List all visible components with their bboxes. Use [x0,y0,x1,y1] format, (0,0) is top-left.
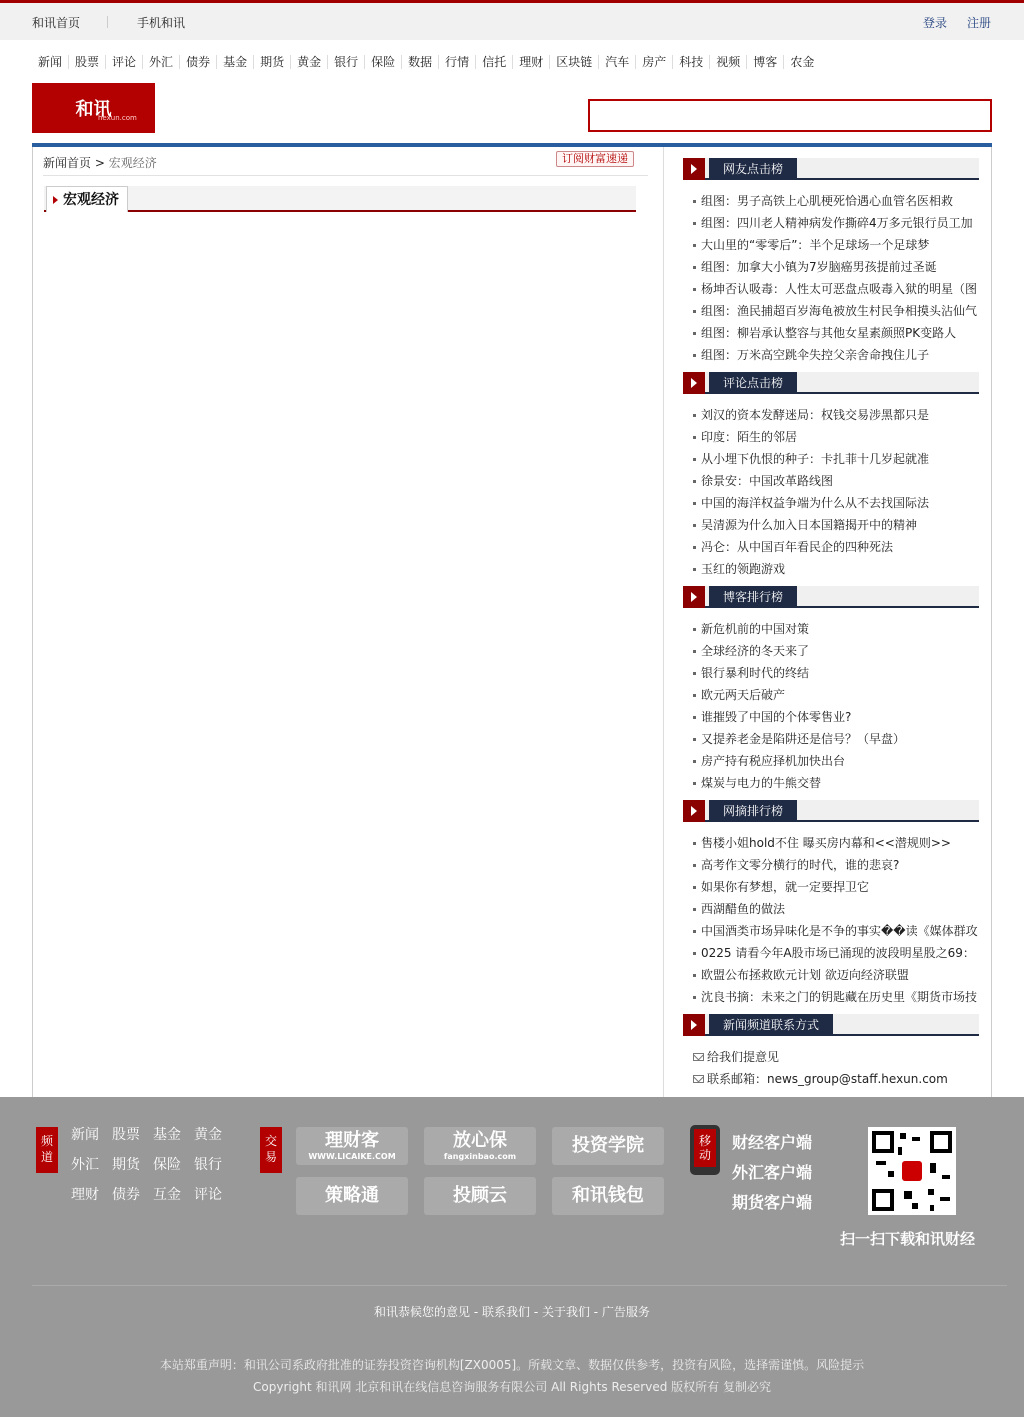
list-item[interactable]: 沈良书摘：未来之门的钥匙藏在历史里《期货市场技 [683,986,979,1008]
list-item[interactable]: 售楼小姐hold不住 曝买房内幕和<<潜规则>> [683,832,979,854]
nav-item[interactable]: 评论 [105,55,142,69]
copyright: Copyright 和讯网 北京和讯在线信息咨询服务有限公司 All Rights Reserved 版权所有 复制必究 [253,1380,771,1394]
comment-rank-box [683,372,979,580]
list-item[interactable]: 冯仑：从中国百年看民企的四种死法 [683,536,979,558]
nav-item[interactable]: 科技 [672,55,709,69]
nav-item[interactable]: 视频 [709,55,746,69]
section-tab[interactable] [46,186,128,212]
section-header [44,186,636,212]
brand-button[interactable] [424,1127,536,1165]
list-item[interactable]: 0225 请看今年A股市场已涌现的波段明星股之69： [683,942,979,964]
footer-channel-link[interactable]: 新闻 [71,1127,99,1143]
brand-button[interactable] [552,1127,664,1165]
footer-channel-link[interactable]: 外汇 [71,1157,99,1173]
nav-item[interactable]: 银行 [327,55,364,69]
section-title: 宏观经济 [63,192,119,208]
mobile-client-link[interactable]: 外汇客户端 [732,1163,813,1182]
comment-rank-header [683,372,979,394]
breadcrumb-separator: > [94,156,105,170]
arrow-right-icon [683,800,705,822]
trade-tag: 交易 [260,1127,282,1173]
nav-item[interactable]: 基金 [216,55,253,69]
brand-name: 理财客 [325,1130,379,1151]
home-link[interactable]: 和讯首页 [32,16,81,30]
mobile-tag [690,1125,720,1175]
divider [107,16,108,28]
footer-channel-link[interactable]: 评论 [194,1187,222,1203]
nav-item[interactable]: 行情 [438,55,475,69]
brand-button[interactable] [296,1127,408,1165]
list-item[interactable]: 中国的海洋权益争端为什么从不去找国际法 [683,492,979,514]
mobile-link[interactable]: 手机和讯 [137,16,186,30]
list-item[interactable]: 玉红的领跑游戏 [683,558,979,580]
column-divider [663,147,664,1097]
list-item[interactable]: 房产持有税应择机加快出台 [683,750,979,772]
footer-channel-link[interactable]: 股票 [112,1127,140,1143]
qr-caption: 扫一扫下载和讯财经 [840,1230,976,1248]
mobile-client-link[interactable]: 期货客户端 [732,1193,813,1212]
list-item[interactable]: 组图：加拿大小镇为7岁脑癌男孩提前过圣诞 [683,256,979,278]
qr-code-icon [868,1127,956,1215]
breadcrumb [43,154,157,171]
breadcrumb-divider [43,175,648,176]
list-item[interactable]: 组图：四川老人精神病发作撕碎4万多元银行员工加 [683,212,979,234]
search-input[interactable] [588,99,992,132]
breadcrumb-current: 宏观经济 [108,156,157,170]
list-item[interactable]: 从小埋下仇恨的种子：卡扎菲十几岁起就准 [683,448,979,470]
arrow-right-icon [53,196,58,204]
nav-item[interactable]: 数据 [401,55,438,69]
brand-name: 投资学院 [572,1135,644,1156]
list-item[interactable]: 新危机前的中国对策 [683,618,979,640]
brand-name: 和讯钱包 [572,1185,644,1206]
brand-sub: fangxinbao.com [443,1152,517,1161]
list-item[interactable]: 高考作文零分横行的时代，谁的悲哀? [683,854,979,876]
brand-button[interactable] [552,1177,664,1215]
suggest-link[interactable] [683,1046,979,1068]
footer-channel-link[interactable]: 债券 [112,1187,140,1203]
list-item[interactable]: 组图：男子高铁上心肌梗死恰遇心血管名医相救 [683,190,979,212]
footer-channel-link[interactable]: 基金 [153,1127,181,1143]
nav-item[interactable]: 黄金 [290,55,327,69]
hexun-logo[interactable] [32,83,155,133]
contact-box [683,1014,979,1090]
disclaimer: 本站郑重声明：和讯公司系政府批准的证券投资咨询机构[ZX0005]。所载文章、数据仅供参考，投资有风险，选择需谨慎。风险提示 [159,1358,865,1372]
digest-rank-header [683,800,979,822]
list-item[interactable]: 组图：柳岩承认整容与其他女星素颜照PK变路人 [683,322,979,344]
nav-item[interactable]: 理财 [512,55,549,69]
comment-rank-title: 评论点击榜 [709,372,797,394]
nav-item[interactable]: 区块链 [549,55,598,69]
logo-text: 和讯 [75,99,112,120]
footer-channel-link[interactable]: 黄金 [194,1127,222,1143]
suggest-label: 给我们提意见 [707,1050,780,1064]
arrow-right-icon [683,158,705,180]
footer-channel-grid [71,1127,235,1204]
nav-item[interactable]: 农金 [783,55,820,69]
nav-item[interactable]: 博客 [746,55,783,69]
list-item[interactable]: 大山里的“零零后”：半个足球场一个足球梦 [683,234,979,256]
arrow-right-icon [683,1014,705,1036]
blog-rank-title: 博客排行榜 [709,586,797,608]
register-link[interactable]: 注册 [967,16,992,30]
list-item[interactable]: 欧盟公布拯救欧元计划 欲迈向经济联盟 [683,964,979,986]
brand-name: 投顾云 [453,1185,507,1206]
channel-tag: 频道 [36,1127,58,1173]
brand-name: 策略通 [325,1185,379,1206]
footer-channel-link[interactable]: 互金 [153,1187,181,1203]
email-label: 联系邮箱：news_group@staff.hexun.com [707,1072,948,1086]
nav-item[interactable]: 债券 [179,55,216,69]
contact-title: 新闻频道联系方式 [709,1014,833,1036]
list-item[interactable]: 又提养老金是陷阱还是信号？（早盘） [683,728,979,750]
list-item[interactable]: 中国酒类市场异味化是不争的事实��读《媒体群攻 [683,920,979,942]
list-item[interactable]: 银行暴利时代的终结 [683,662,979,684]
subscribe-button[interactable]: 订阅财富速递 [556,151,634,167]
arrow-right-icon [683,372,705,394]
list-item[interactable]: 吴清源为什么加入日本国籍揭开中的精神 [683,514,979,536]
mobile-tag-label: 移动 [694,1129,716,1167]
brand-sub: WWW.LICAIKE.COM [308,1152,396,1161]
top-bar [0,0,1024,40]
nav-item[interactable]: 期货 [253,55,290,69]
mail-icon [693,1053,704,1061]
list-item[interactable]: 煤炭与电力的牛熊交替 [683,772,979,794]
nav-item[interactable]: 新闻 [38,55,63,69]
digest-rank-box [683,800,979,1008]
blog-rank-header [683,586,979,608]
login-link[interactable]: 登录 [923,16,948,30]
logo-subtext: hexun.com [98,114,137,122]
brand-name: 放心保 [453,1130,507,1151]
digest-rank-title: 网摘排行榜 [709,800,797,822]
list-item[interactable]: 全球经济的冬天来了 [683,640,979,662]
list-item[interactable]: 谁摧毁了中国的个体零售业? [683,706,979,728]
footer-channel-link[interactable]: 理财 [71,1187,99,1203]
contact-header [683,1014,979,1036]
nav-item[interactable]: 信托 [475,55,512,69]
brand-button[interactable] [296,1177,408,1215]
arrow-right-icon [683,586,705,608]
netfriend-rank-header [683,158,979,180]
list-item[interactable]: 西湖醋鱼的做法 [683,898,979,920]
breadcrumb-home[interactable]: 新闻首页 [43,156,92,170]
netfriend-rank-box [683,158,979,366]
hexun-app-icon [902,1161,922,1181]
netfriend-rank-title: 网友点击榜 [709,158,797,180]
channel-nav [32,52,820,72]
footer-channel-link[interactable]: 保险 [153,1157,181,1173]
list-item[interactable]: 杨坤否认吸毒：人性太可恶盘点吸毒入狱的明星（图 [683,278,979,300]
list-item[interactable]: 印度：陌生的邻居 [683,426,979,448]
nav-item[interactable]: 保险 [364,55,401,69]
nav-item[interactable]: 股票 [68,55,105,69]
list-item[interactable]: 徐景安：中国改革路线图 [683,470,979,492]
email-link[interactable] [683,1068,979,1090]
list-item[interactable]: 组图：渔民捕超百岁海龟被放生村民争相摸头沾仙气 [683,300,979,322]
footer-channel-link[interactable]: 银行 [194,1157,222,1173]
mail-icon [693,1075,704,1083]
brand-button[interactable] [424,1177,536,1215]
footer-divider [32,1285,1007,1286]
nav-item[interactable]: 汽车 [598,55,635,69]
nav-item[interactable]: 外汇 [142,55,179,69]
list-item[interactable]: 刘汉的资本发酵迷局：权钱交易涉黑都只是 [683,404,979,426]
list-item[interactable]: 欧元两天后破产 [683,684,979,706]
footer-channel-link[interactable]: 期货 [112,1157,140,1173]
nav-item[interactable]: 房产 [635,55,672,69]
blog-rank-box [683,586,979,794]
footer [0,1097,1024,1417]
footer-links[interactable]: 和讯恭候您的意见 - 联系我们 - 关于我们 - 广告服务 [374,1305,650,1319]
mobile-client-link[interactable]: 财经客户端 [732,1133,813,1152]
list-item[interactable]: 如果你有梦想，就一定要捍卫它 [683,876,979,898]
list-item[interactable]: 组图：万米高空跳伞失控父亲舍命拽住儿子 [683,344,979,366]
